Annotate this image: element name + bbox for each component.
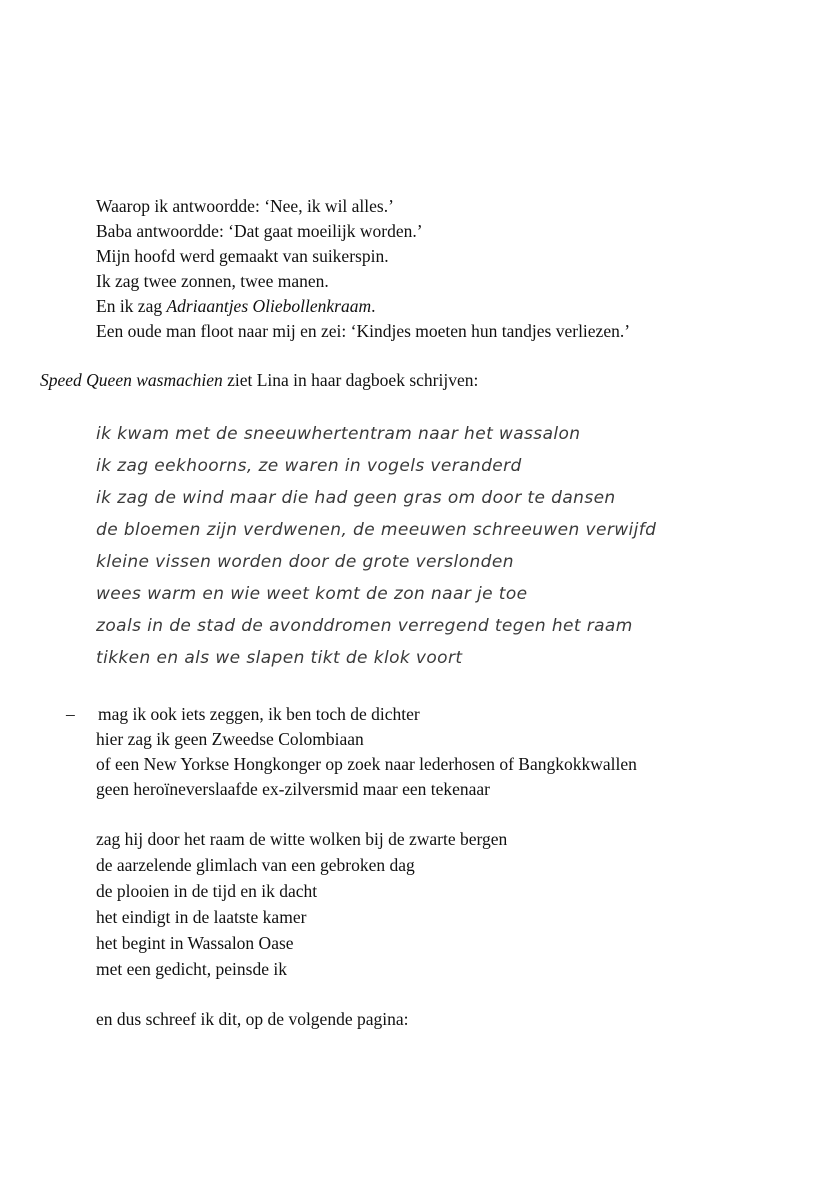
diary-line: ik zag de wind maar die had geen gras om door te dansen xyxy=(96,488,616,508)
poem-line: de plooien in de tijd en ik dacht xyxy=(96,881,318,901)
intro-line: Speed Queen wasmachien ziet Lina in haar dagboek schrijven: xyxy=(40,370,479,390)
closing-line: en dus schreef ik dit, op de volgende pagina: xyxy=(96,1009,409,1029)
poem-line: zag hij door het raam de witte wolken bij de zwarte bergen xyxy=(96,829,508,849)
poem-line: geen heroïneverslaafde ex-zilversmid maar een tekenaar xyxy=(96,779,491,799)
diary-line: ik kwam met de sneeuwhertentram naar het wassalon xyxy=(96,424,581,444)
poem-line: hier zag ik geen Zweedse Colombiaan xyxy=(96,729,364,749)
diary-line: de bloemen zijn verdwenen, de meeuwen schreeuwen verwijfd xyxy=(96,520,657,540)
poem-line: Waarop ik antwoordde: ‘Nee, ik wil alles.’ xyxy=(96,196,394,216)
diary-line: wees warm en wie weet komt de zon naar je toe xyxy=(96,584,528,604)
italic-title: Adriaantjes Oliebollenkraam xyxy=(166,296,372,316)
poem-line: het eindigt in de laatste kamer xyxy=(96,907,307,927)
diary-line: tikken en als we slapen tikt de klok voort xyxy=(96,648,463,668)
diary-line: zoals in de stad de avonddromen verregend tegen het raam xyxy=(96,616,633,636)
poem-line: mag ik ook iets zeggen, ik ben toch de dichter xyxy=(98,704,420,724)
poem-line: En ik zag Adriaantjes Oliebollenkraam. xyxy=(96,296,376,316)
dash-marker: – xyxy=(66,704,75,724)
poem-line: of een New Yorkse Hongkonger op zoek naar lederhosen of Bangkokkwallen xyxy=(96,754,637,774)
poem-line: de aarzelende glimlach van een gebroken dag xyxy=(96,855,415,875)
poem-line: Een oude man floot naar mij en zei: ‘Kindjes moeten hun tandjes verliezen.’ xyxy=(96,321,631,341)
diary-line: ik zag eekhoorns, ze waren in vogels veranderd xyxy=(96,456,522,476)
poem-line: met een gedicht, peinsde ik xyxy=(96,959,287,979)
poem-line: Baba antwoordde: ‘Dat gaat moeilijk worden.’ xyxy=(96,221,423,241)
poem-line: het begint in Wassalon Oase xyxy=(96,933,294,953)
machine-name: Speed Queen wasmachien xyxy=(40,370,223,390)
poem-line: Mijn hoofd werd gemaakt van suikerspin. xyxy=(96,246,389,266)
diary-line: kleine vissen worden door de grote verslonden xyxy=(96,552,514,572)
poem-line: Ik zag twee zonnen, twee manen. xyxy=(96,271,329,291)
